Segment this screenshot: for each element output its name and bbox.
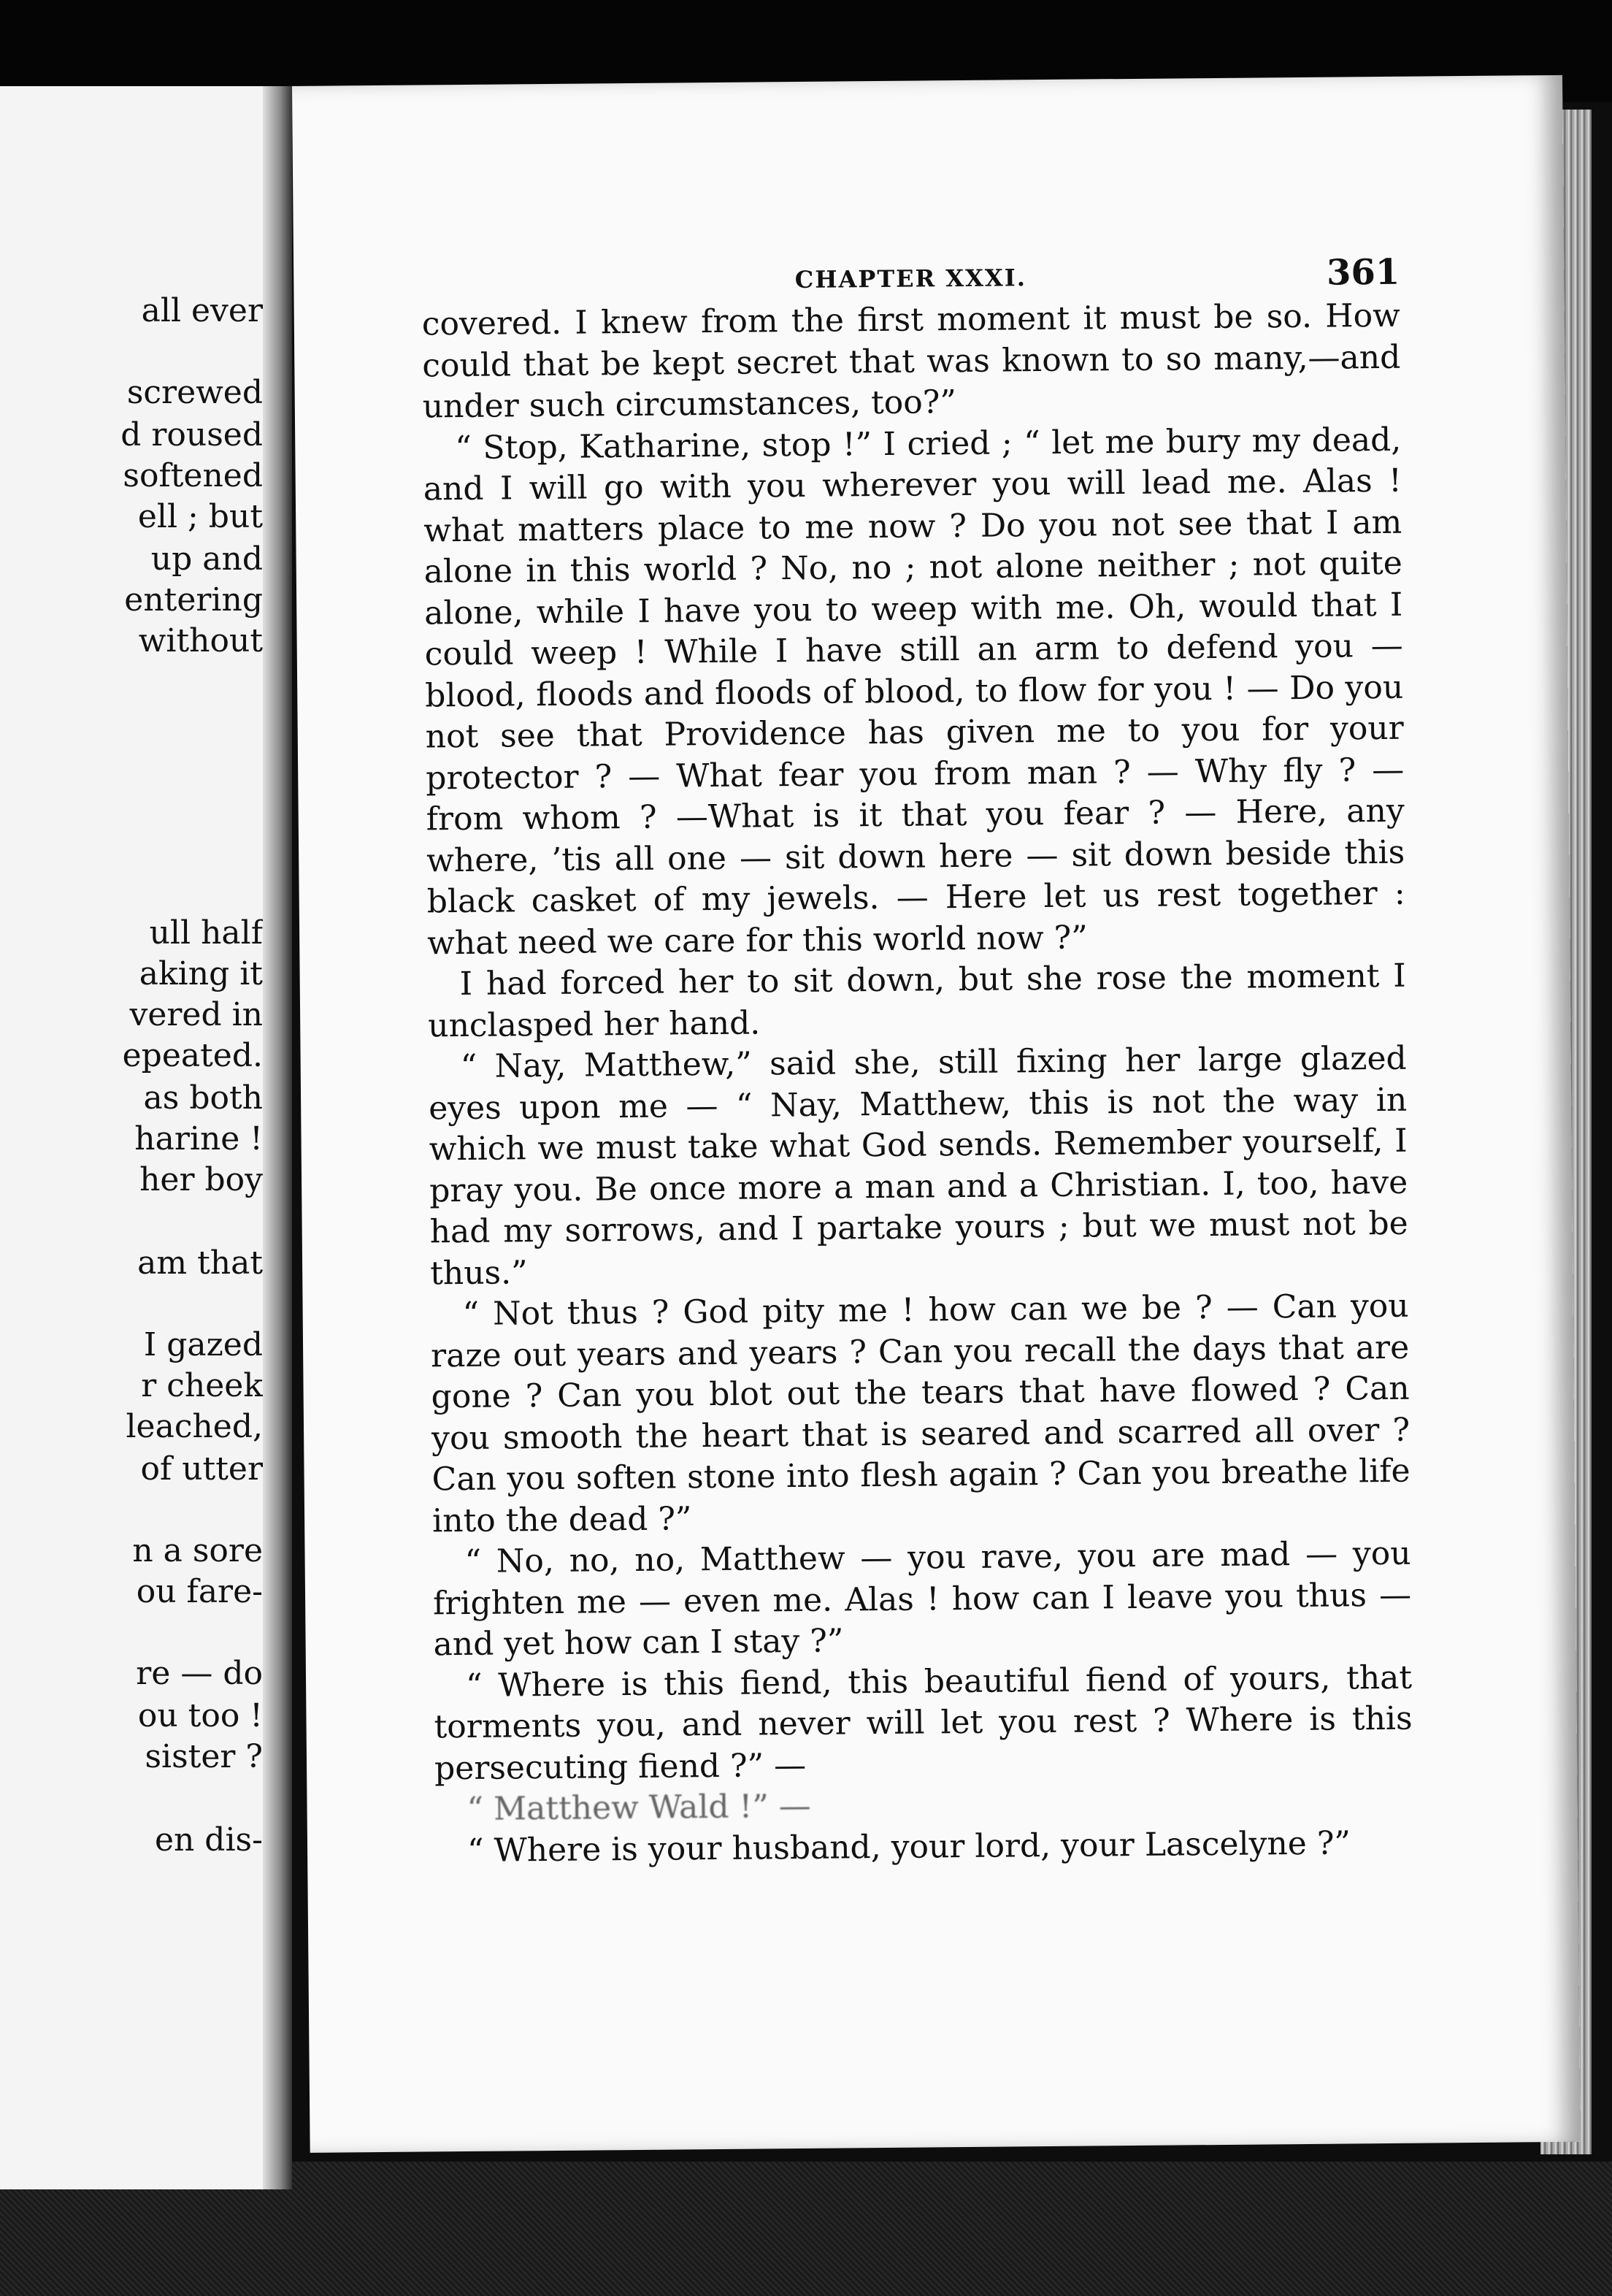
paragraph: “ Matthew Wald !” — [467,1787,811,1828]
left-page-line-fragment: r cheek [141,1367,263,1404]
left-page-line-fragment: her boy [139,1161,263,1198]
left-page-line-fragment: ull half [149,914,263,952]
paragraph: “ Nay, Matthew,” said she, still fixing her large glazed eyes upon me — “ Nay, Matthew, this is not the way in which we must take what God sends. Remember yourself, I pray you. Be once more a man and a Christian. I, too, have had my sorrows, and I partake yours ; but we must not be thus.” [428,1039,1408,1292]
left-page-line-fragment: screwed [126,374,263,411]
left-page-line-fragment: all ever [141,292,263,329]
book-gutter [263,86,292,2189]
page-number: 361 [1326,251,1400,294]
left-page [0,86,277,2189]
paragraph: covered. I knew from the first moment it must be so. How could that be kept secret that was known to so many,—and under such circumstances, too?” [421,296,1401,426]
paragraph: “ Not thus ? God pity me ! how can we be ? — Can you raze out years and years ? Can you recall the days that are gone ? Can you blot out the tears that have flowed ? Can you smooth the heart that is seared and scarred all over ? Can you soften stone into flesh again ? Can you breathe life into the dead ?” [430,1287,1410,1539]
left-page-line-fragment: sister ? [145,1738,263,1775]
left-page-line-fragment: as both [143,1079,263,1117]
paragraph: “ Where is your husband, your lord, your Lascelyne ?” [467,1824,1351,1870]
left-page-line-fragment: en dis- [154,1821,263,1859]
left-page-line-fragment: softened [123,457,263,494]
left-page-line-fragment: ell ; but [137,498,263,535]
left-page-line-fragment: vered in [129,996,263,1033]
left-page-line-fragment: ou too ! [137,1697,263,1734]
left-page-line-fragment: epeated. [122,1037,263,1074]
left-page-line-fragment: d roused [120,416,263,454]
paragraph: I had forced her to sit down, but she rose the moment I unclasped her hand. [428,957,1406,1044]
left-page-line-fragment: up and [150,540,263,578]
right-page [292,75,1581,2153]
left-page-line-fragment: n a sore [132,1532,263,1569]
left-page-line-fragment: aking it [139,955,263,992]
left-page-line-fragment: without [138,622,263,659]
left-page-line-fragment: am that [137,1244,263,1282]
paragraph: “ No, no, no, Matthew — you rave, you are mad — you frighten me — even me. Alas ! how can I leave you thus — and yet how can I stay ?” [432,1534,1412,1664]
paragraph: “ Where is this fiend, this beautiful fiend of yours, that torments you, and never will let you rest ? Where is this persecuting fiend ?” — [434,1658,1413,1787]
left-page-line-fragment: leached, [126,1408,263,1445]
left-page-line-fragment: re — do [136,1655,263,1692]
left-page-line-fragment: I gazed [143,1326,263,1363]
left-page-line-fragment: of utter [140,1450,263,1488]
left-page-line-fragment: ou fare- [136,1573,263,1610]
left-page-line-fragment: entering [124,581,263,619]
chapter-title: CHAPTER XXXI. [794,264,1027,294]
body-text [422,296,1414,1872]
left-page-line-fragment: harine ! [134,1120,263,1157]
paragraph: “ Stop, Katharine, stop !” I cried ; “ let me bury my dead, and I will go with you wherever you will lead me. Alas ! what matters place to me now ? Do you not see that I am alone in this world ? No, no ; not alone neither ; not quite alone, while I have you to weep with me. Oh, would that I could weep ! While I have still an arm to defend you — blood, floods and floods of blood, to flow for you ! — Do you not see that Providence has given me to you for your protector ? — What fear you from man ? — Why fly ? —from whom ? —What is it that you fear ? — Here, any where, ’tis all one — sit down here — sit down beside this black casket of my jewels. — Here let us rest together : what need we care for this world now ?” [423,421,1405,962]
